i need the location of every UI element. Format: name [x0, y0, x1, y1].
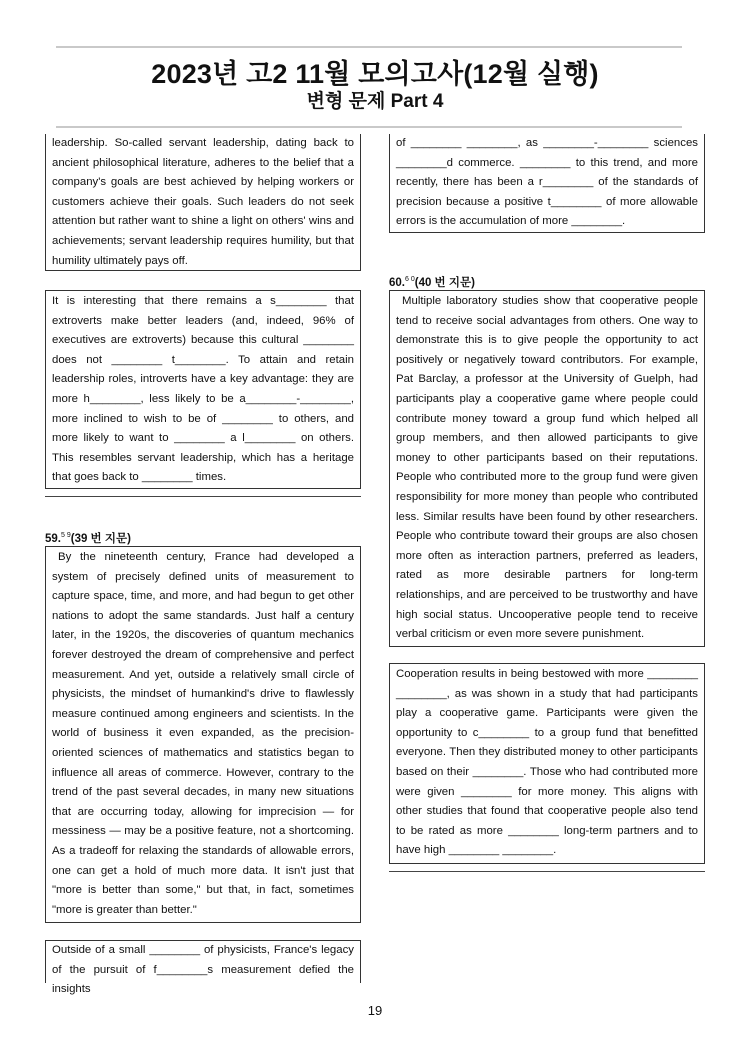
right-continued-summary-box [389, 134, 705, 233]
q60-summary-text: Cooperation results in being bestowed with more ________ ________, as was shown in a study that had participants play a cooperative game. Participants were given the opportunity to c________ to a group fund that benefitted everyone. Then they distributed money to other participants based on their ________. Those who had contributed more were given ________ for more money. This aligns with other studies that found that cooperative people also tend to be rated as more ________ long-term partners and to have high ________ ________. [396, 668, 698, 857]
left-summary-box [45, 290, 361, 489]
left-continued-passage-box [45, 134, 361, 271]
header-bottom-rule [56, 126, 682, 128]
q59-summary-text: Outside of a small ________ of physicists, France's legacy of the pursuit of f________s measurement defied the insights [52, 944, 354, 996]
q59-source: (39 번 지문) [70, 533, 131, 545]
q59-superscript: 5 9 [61, 532, 71, 540]
q59-heading [45, 530, 131, 546]
right-continued-summary-text: of ________ ________, as ________-________ sciences ________d commerce. ________ to this trend, and more recently, there has been a r________ of the standards of precision because a positive t________ of more allowable errors is the accumulation of more ________. [396, 137, 698, 228]
top-rule [56, 46, 682, 48]
left-summary-text: It is interesting that there remains a s________ that extroverts make better leaders (and, indeed, 96% of executives are extroverts) because this cultural ________ does not ________ t________. To attain and retain leadership roles, introverts have a key advantage: they are more h________, less likely to be a________-________, more inclined to wish to be of ________ to others, and more likely to want to ________ a l________ on others. This resembles servant leadership, which has a heritage that goes back to ________ times. [52, 295, 354, 484]
q59-passage-text: By the nineteenth century, France had developed a system of precisely defined units of measurement to capture space, time, and more, and had begun to get other nations to adopt the same standards. Just half a century later, in the 1920s, the discoveries of quantum mechanics forever destroyed the dream of comprehensive and perfect measurement. And yet, outside a relatively small circle of physicists, the mindset of humankind's drive to flawlessly measure continued among engineers and scientists. In the world of business it even expanded, as the precision-oriented sciences of mathematics and statistics began to influence all areas of commerce. However, contrary to the trend of the past several decades, in many new situations that are occurring today, allowing for imprecision — for messiness — may be a positive feature, not a shortcoming. As a tradeoff for relaxing the standards of allowable errors, one can get a hold of much more data. It isn't just that "more is better than some," but that, in fact, sometimes "more is greater than better." [52, 551, 354, 916]
q59-summary-box [45, 940, 361, 996]
q60-superscript: 6 0 [405, 276, 415, 284]
q59-number: 59. [45, 533, 61, 545]
right-separator [389, 871, 705, 872]
q59-passage-box [45, 546, 361, 923]
q60-passage-box [389, 290, 705, 647]
q60-heading [389, 274, 475, 290]
page-subtitle: 변형 문제 Part 4 [306, 91, 444, 112]
page-number: 19 [367, 1003, 383, 1018]
q60-summary-box [389, 663, 705, 864]
left-separator [45, 496, 361, 497]
q60-passage-text: Multiple laboratory studies show that cooperative people tend to receive social advantages from others. One way to demonstrate this is to give people the opportunity to act positively or negatively toward contributors. For example, Pat Barclay, a professor at the University of Guelph, had participants play a cooperative game where people could contribute money toward a group fund which helped all group members, and then allowed participants to give money to other participants based on their reputations. People who contributed more to the group fund were given responsibility for more money than people who contributed less. Similar results have been found by other researchers. People who contribute toward their groups are also chosen more often as interaction partners, preferred as leaders, rated as more desirable partners for long-term relationships, and are perceived to be trustworthy and have high social status. Uncooperative people tend to receive verbal criticism or even more severe punishment. [396, 295, 698, 641]
page-title: 2023년 고2 11월 모의고사(12월 실행) [151, 59, 599, 89]
q60-number: 60. [389, 277, 405, 289]
q60-source: (40 번 지문) [414, 277, 475, 289]
left-continued-passage-text: leadership. So-called servant leadership, dating back to ancient philosophical literature, adheres to the belief that a company's goals are best achieved by helping workers or customers achieve their goals. Such leaders do not seek attention but rather want to shine a light on others' wins and achievements; servant leadership requires humility, but that humility ultimately pays off. [52, 137, 354, 267]
